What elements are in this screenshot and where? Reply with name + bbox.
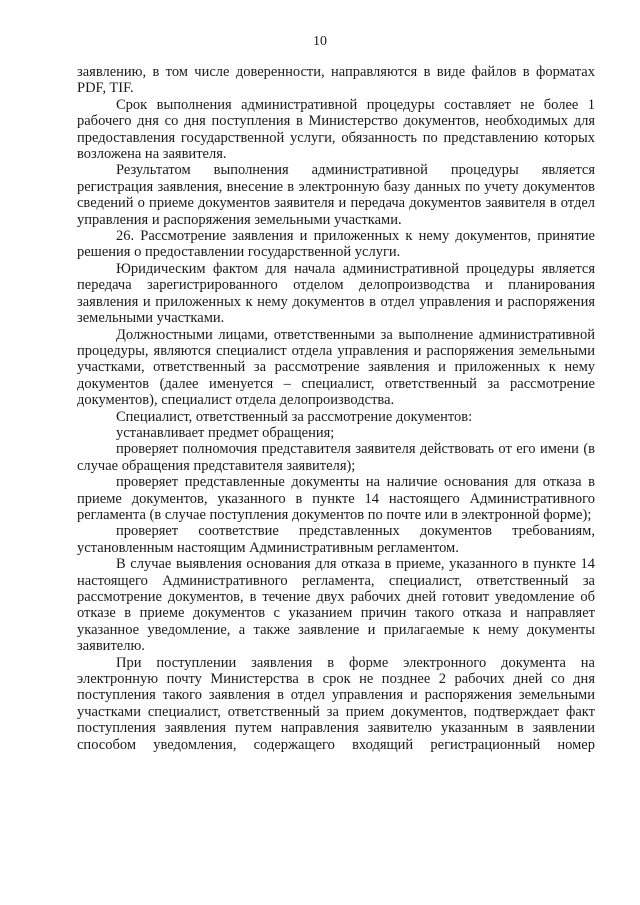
list-item: устанавливает предмет обращения;: [116, 424, 335, 441]
paragraph: Должностными лицами, ответственными за выполнение административной процедуры, являются специалист отдела управления и распоряжения земельными участками, ответственный за рассмотрение заявления и приложенных к нему документов (далее именуется – специалист, ответственный за рассмотрение документов), специалист отдела делопроизводства.: [77, 326, 595, 409]
paragraph: Срок выполнения административной процедуры составляет не более 1 рабочего дня со дня поступления в Министерство документов, необходимых для предоставления государственной услуги, обязанность по представлению которых возложена на заявителя.: [77, 96, 595, 163]
list-item: проверяет полномочия представителя заявителя действовать от его имени (в случае обращения представителя заявителя);: [77, 441, 595, 474]
paragraph: В случае выявления основания для отказа в приеме, указанного в пункте 14 настоящего Административного регламента, специалист, ответственный за рассмотрение документов, в течение двух рабочих дней готовит уведомление об отказе в приеме документов с указанием причин такого отказа и направляет указанное уведомление, а также заявление и прилагаемые к нему документы заявителю.: [77, 556, 595, 655]
list-item: проверяет представленные документы на наличие основания для отказа в приеме документов, указанного в пункте 14 настоящего Административного регламента (в случае поступления документов по почте или в электронной форме);: [77, 474, 595, 523]
list-item: проверяет соответствие представленных документов требованиям, установленным настоящим Административным регламентом.: [77, 523, 595, 556]
paragraph: Результатом выполнения административной процедуры является регистрация заявления, внесение в электронную базу данных по учету документов сведений о приеме документов заявителя и передача документов заявителя в отдел управления и распоряжения земельными участками.: [77, 162, 595, 228]
document-body: [77, 64, 595, 753]
section-heading-paragraph: 26. Рассмотрение заявления и приложенных к нему документов, принятие решения о предоставлении государственной услуги.: [77, 228, 595, 261]
paragraph: Юридическим фактом для начала административной процедуры является передача зарегистрированного отделом делопроизводства и планирования заявления и приложенных к нему документов в отдел управления и распоряжения земельными участками.: [77, 260, 595, 327]
paragraph: заявлению, в том числе доверенности, направляются в виде файлов в форматах PDF, TIF.: [77, 64, 595, 97]
paragraph: Специалист, ответственный за рассмотрение документов:: [116, 408, 473, 425]
paragraph: При поступлении заявления в форме электронного документа на электронную почту Министерства в срок не позднее 2 рабочих дней со дня поступления такого заявления в отдел управления и распоряжения земельными участками специалист, ответственный за прием документов, подтверждает факт поступления заявления путем направления заявителю указанным в заявлении способом уведомления, содержащего входящий регистрационный номер: [77, 654, 595, 753]
page-number: 10: [313, 34, 327, 49]
